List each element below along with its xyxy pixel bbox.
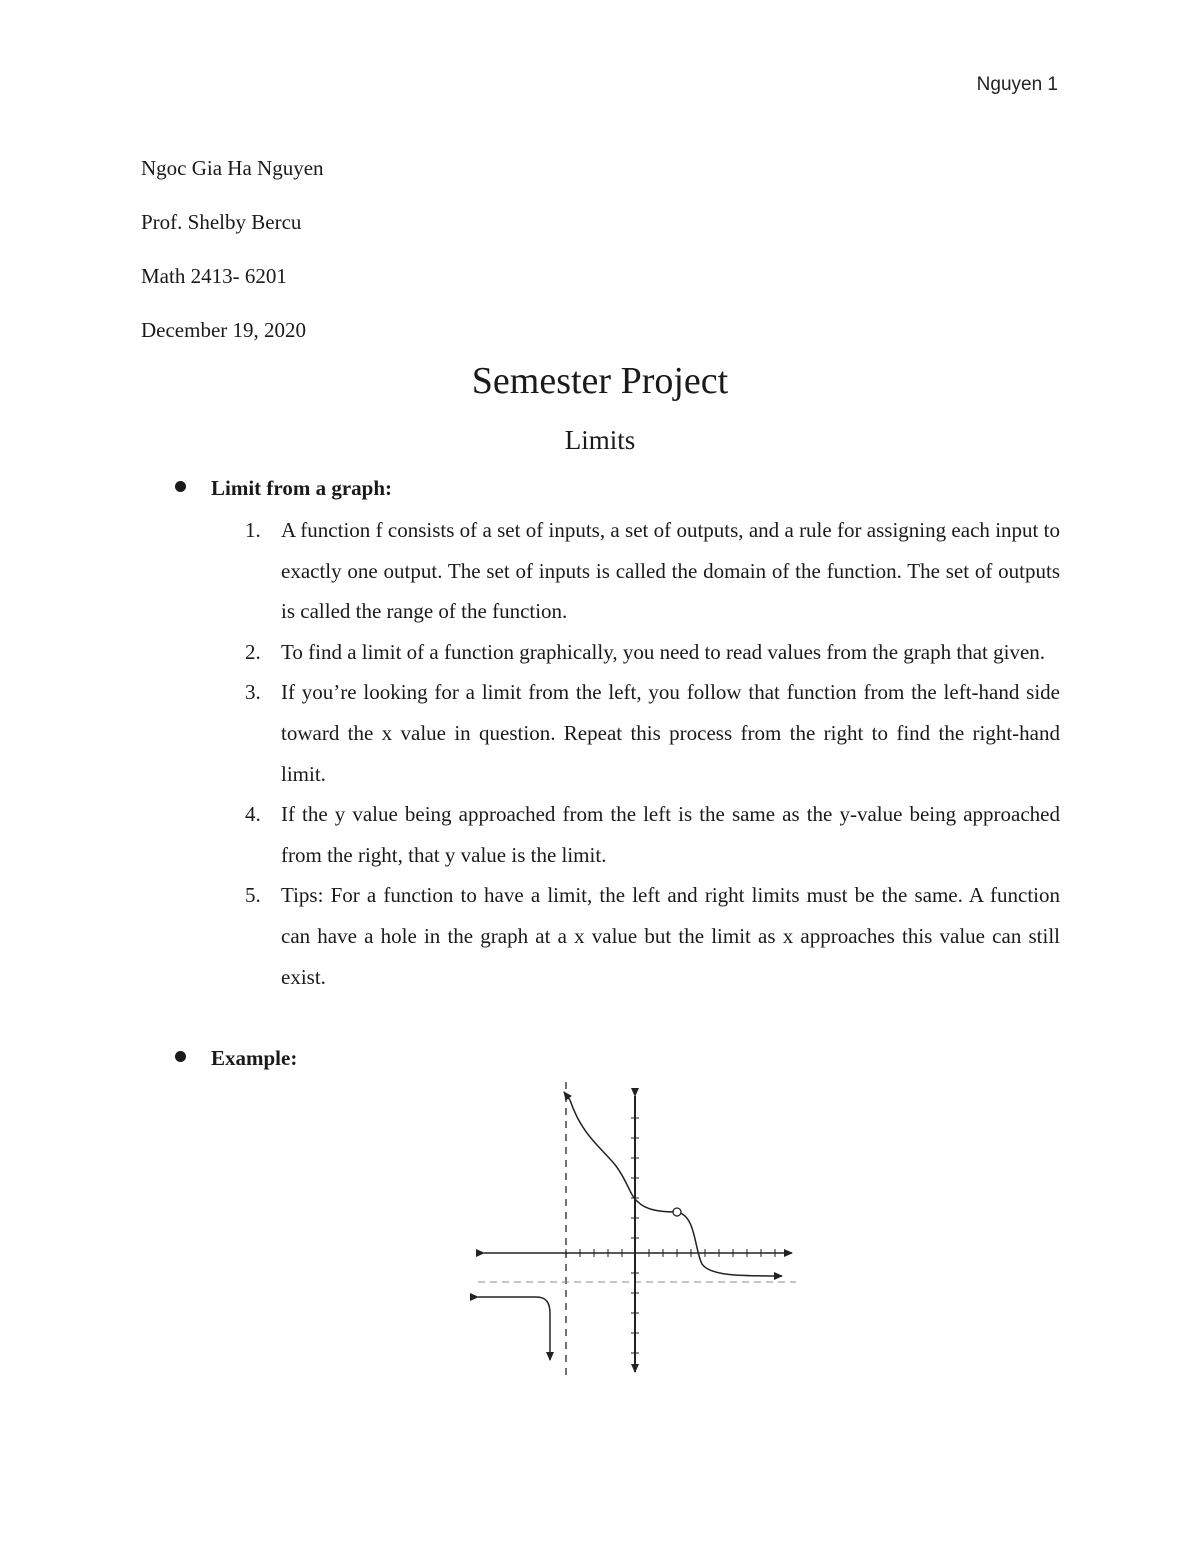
section-limit-from-graph	[0, 468, 1200, 508]
curve-top-arrow	[564, 1092, 570, 1100]
list-text: A function f consists of a set of inputs, a set of outputs, and a rule for assigning each input to exactly one output. The set of inputs is called the domain of the function. The set of outputs is called the range of the function.	[281, 518, 1060, 624]
list-item	[245, 875, 1060, 997]
section-example	[0, 1038, 1200, 1078]
list-number: 4.	[245, 802, 261, 827]
list-text: If you’re looking for a limit from the left, you follow that function from the left-hand side toward the x value in question. Repeat this process from the right to find the right-hand limit.	[281, 680, 1060, 786]
professor-name: Prof. Shelby Bercu	[141, 210, 302, 234]
curve-left-branch	[478, 1297, 550, 1360]
list-text: To find a limit of a function graphically, you need to read values from the graph that given.	[281, 639, 1046, 664]
author-name: Ngoc Gia Ha Nguyen	[141, 156, 324, 180]
page-title: Semester Project	[471, 360, 729, 402]
list-text: If the y value being approached from the left is the same as the y-value being approached from the right, that y value is the limit.	[281, 802, 1060, 867]
example-graph	[470, 1078, 810, 1378]
list-number: 3.	[245, 680, 261, 705]
course-code: Math 2413- 6201	[141, 264, 287, 288]
hole-point	[673, 1208, 681, 1216]
list-item	[245, 672, 1060, 794]
list-item	[245, 794, 1060, 875]
list-item	[245, 510, 1060, 632]
list-number: 2.	[245, 639, 261, 664]
section-heading: Example:	[211, 1046, 298, 1070]
list-number: 5.	[245, 883, 261, 908]
section-heading: Limit from a graph:	[211, 476, 393, 500]
bullet-icon	[175, 1051, 186, 1062]
page-subtitle: Limits	[564, 425, 636, 455]
list-text: Tips: For a function to have a limit, the left and right limits must be the same. A function can have a hole in the graph at a x value but the limit as x approaches this value can still exist.	[281, 883, 1060, 989]
page-header: Nguyen 1	[976, 74, 1058, 95]
bullet-icon	[175, 481, 186, 492]
heading-block	[141, 141, 324, 357]
list-number: 1.	[245, 518, 261, 542]
list-item	[245, 632, 1060, 673]
document-date: December 19, 2020	[141, 318, 307, 342]
numbered-list	[245, 510, 1060, 997]
curve-right-branch	[570, 1100, 782, 1276]
